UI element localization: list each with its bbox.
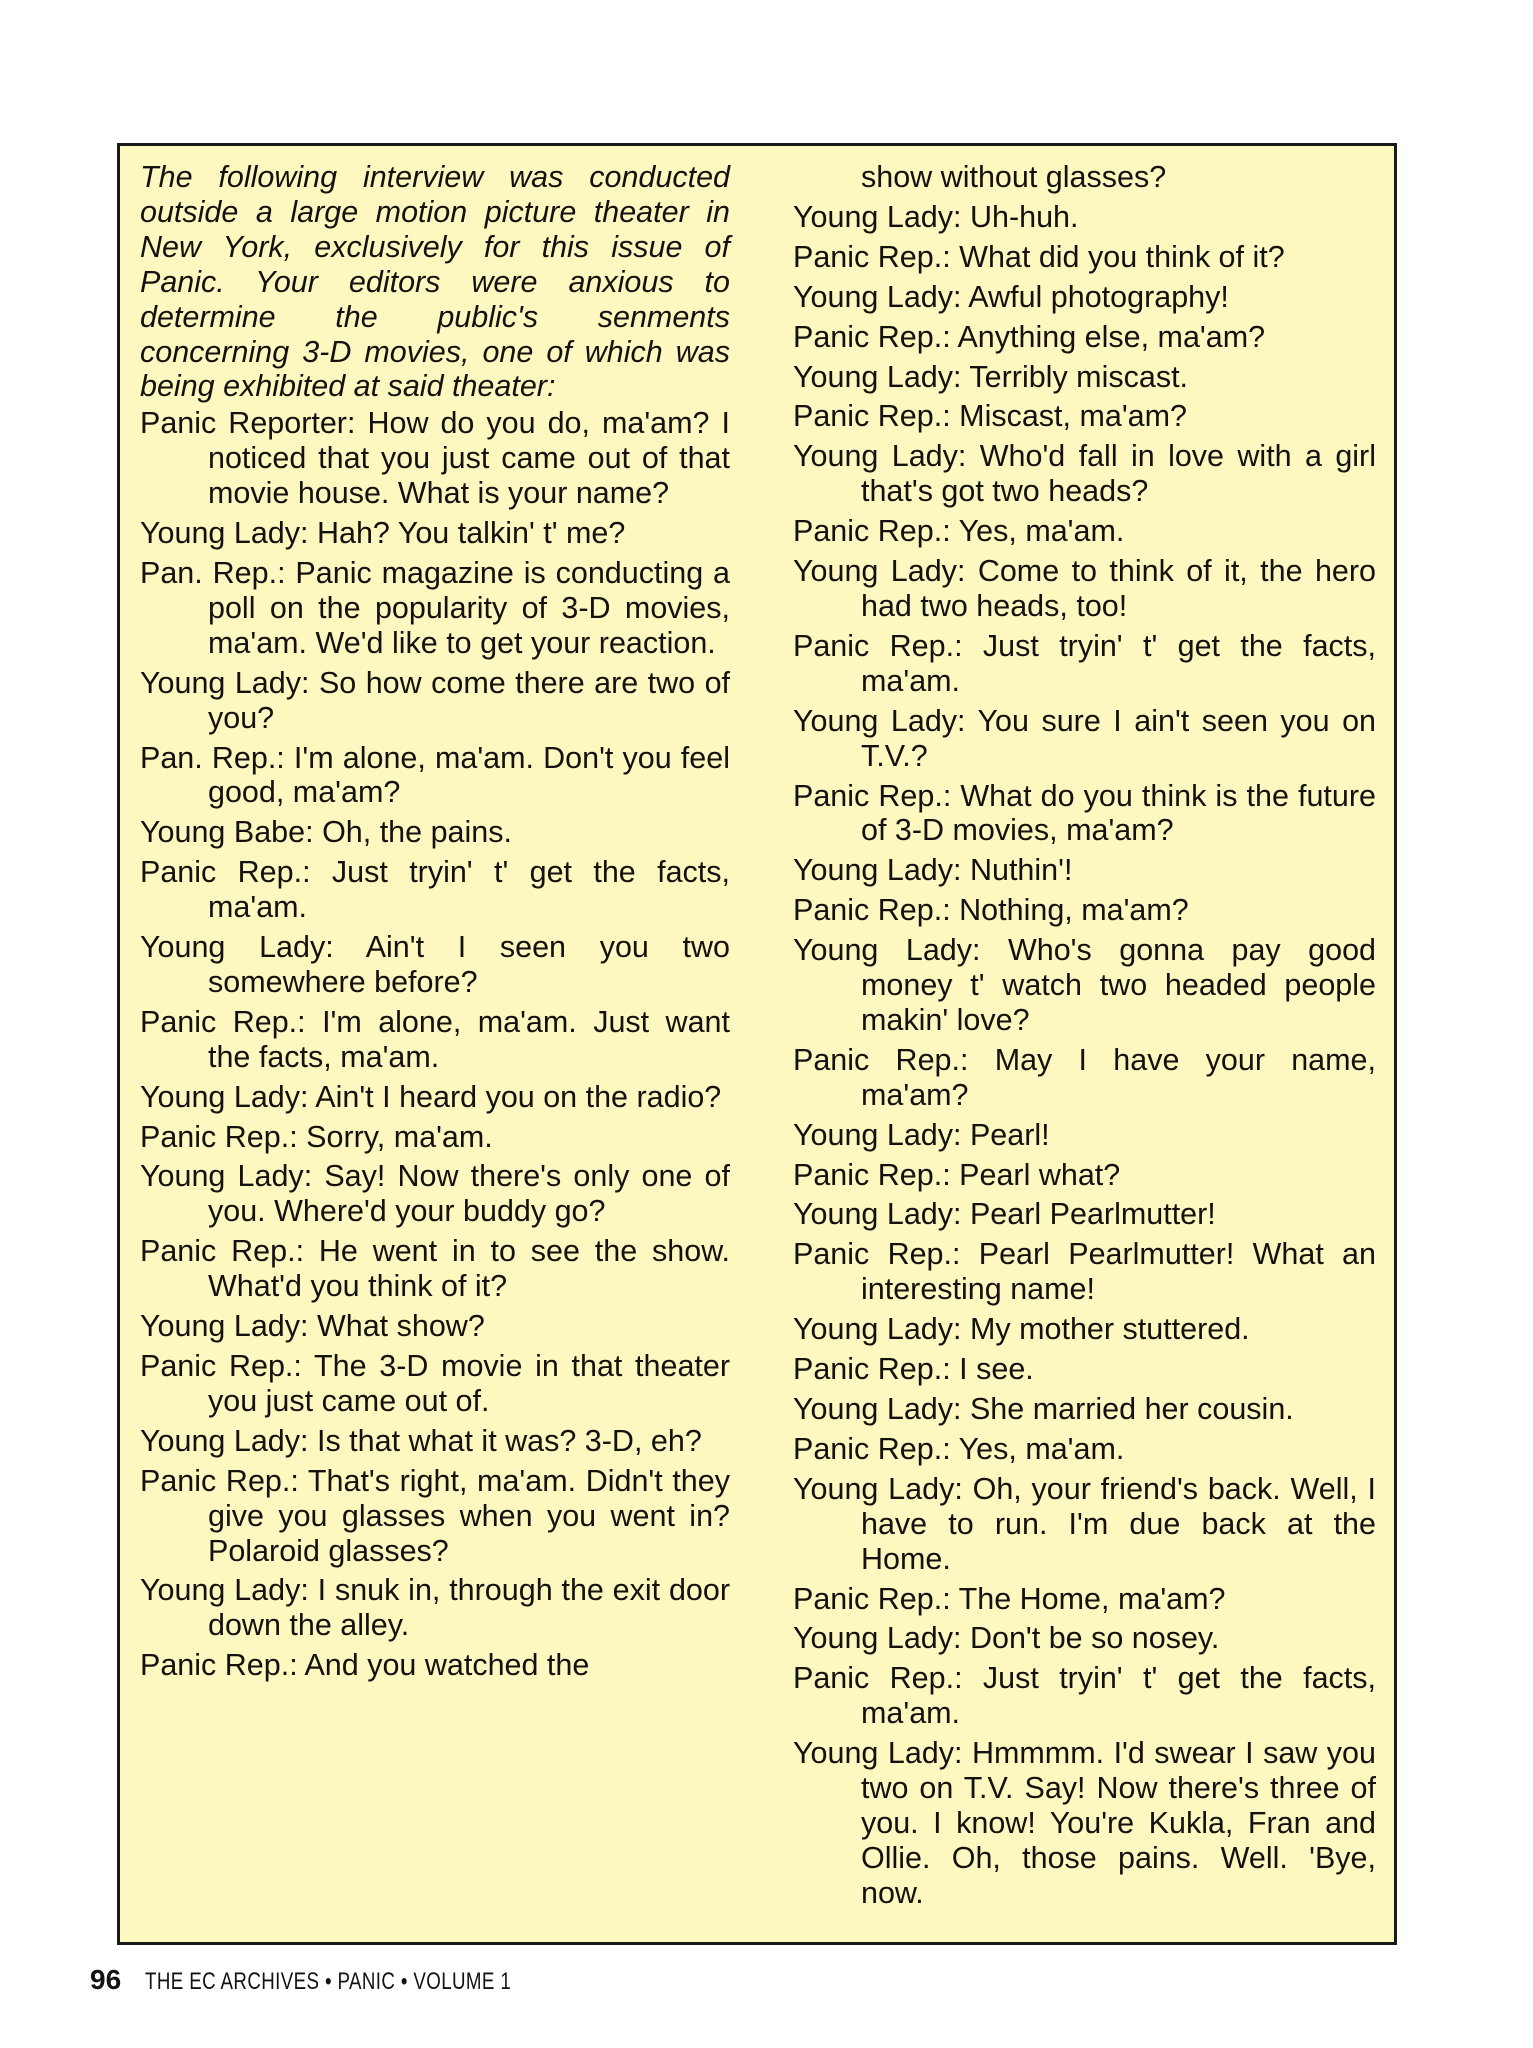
speaker: Panic Rep.: [140, 1648, 290, 1683]
dialogue-entry: Panic Rep.: Sorry, ma'am.: [140, 1119, 493, 1154]
speaker: Young Lady: [793, 1117, 954, 1152]
line: Pearl Pearlmutter!: [969, 1197, 1216, 1232]
line: Oh, your friend's back. Well, I have to run. I'm due back at the Home.: [861, 1471, 1376, 1576]
line: Come to think of it, the hero had two heads, too!: [861, 554, 1376, 623]
line: I'm alone, ma'am. Just want the facts, ma'am.: [208, 1004, 730, 1074]
line: The 3-D movie in that theater you just came out of.: [208, 1349, 731, 1418]
line: Sorry, ma'am.: [306, 1119, 493, 1154]
speaker: Panic Rep.: [793, 1581, 943, 1616]
speaker: Young Lady: [793, 439, 958, 474]
dialogue-entry: Young Lady: So how come there are two of you?: [140, 665, 731, 735]
dialogue-entry: Panic Rep.: Pearl Pearlmutter! What an interesting name!: [793, 1237, 1376, 1307]
line: May I have your name, ma'am?: [861, 1042, 1376, 1112]
line: Uh-huh.: [969, 199, 1079, 234]
line: Yes, ma'am.: [958, 1431, 1125, 1466]
dialogue-entry: Young Lady: Oh, your friend's back. Well, I have to run. I'm due back at the Home.: [793, 1471, 1376, 1576]
speaker: Young Lady: [793, 1312, 954, 1347]
line: What show?: [316, 1309, 485, 1344]
speaker: Panic Rep.: [140, 855, 303, 890]
speaker: Young Lady: [140, 1423, 301, 1458]
speaker: Panic Rep.: [793, 319, 943, 354]
continued-line: show without glasses?: [861, 160, 1167, 194]
line: I'm alone, ma'am. Don't you feel good, ma'am?: [208, 740, 730, 810]
dialogue-entry: Pan. Rep.: Panic magazine is conducting a poll on the popularity of 3-D movies, ma'am. We'd like to get your reaction.: [140, 555, 730, 660]
dialogue-entry: Young Lady: Awful photography!: [793, 279, 1229, 314]
dialogue-entry: Young Lady: My mother stuttered.: [793, 1312, 1250, 1347]
dialogue-entry: Panic Rep.: I see.: [793, 1352, 1034, 1387]
line: So how come there are two of you?: [208, 665, 731, 735]
dialogue-entry: Panic Rep.: What did you think of it?: [793, 239, 1285, 274]
line: Pearl what?: [959, 1157, 1121, 1192]
dialogue-entry: Panic Rep.: He went in to see the show. What'd you think of it?: [140, 1234, 731, 1304]
line: Pearl!: [969, 1117, 1050, 1152]
dialogue-entry: Panic Rep.: That's right, ma'am. Didn't they give you glasses when you went in? Polaroid glasses?: [140, 1463, 730, 1568]
dialogue-entry: Young Lady: Pearl!: [793, 1117, 1050, 1152]
line: Just tryin' t' get the facts, ma'am.: [861, 628, 1376, 698]
speaker: Young Lady: [793, 279, 954, 314]
dialogue-entry: Young Babe: Oh, the pains.: [140, 815, 512, 850]
speaker: Young Lady: [793, 1392, 954, 1426]
line: What did you think of it?: [959, 239, 1285, 274]
running-head: THE EC ARCHIVES • PANIC • VOLUME 1: [145, 1968, 512, 1995]
line: Pearl Pearlmutter! What an interesting name!: [861, 1237, 1376, 1307]
dialogue-entry: Panic Rep.: Just tryin' t' get the facts, ma'am.: [793, 1661, 1376, 1731]
speaker: Panic Rep.: [140, 1463, 291, 1498]
speaker: Pan. Rep.: [140, 740, 277, 775]
left-column: [140, 160, 730, 1688]
dialogue-entry: Young Lady: Say! Now there's only one of you. Where'd your buddy go?: [140, 1159, 730, 1229]
line: That's right, ma'am. Didn't they give you glasses when you went in? Polaroid glasses?: [208, 1463, 730, 1568]
dialogue-entry: Young Lady: Hah? You talkin' t' me?: [140, 516, 626, 551]
speaker: Panic Rep.: [140, 1119, 290, 1154]
speaker: Young Lady: [140, 1079, 301, 1114]
speaker: Panic Rep.: [140, 1004, 298, 1039]
left-dialogue: [140, 406, 730, 1683]
speaker: Panic Rep.: [793, 893, 943, 928]
line: I snuk in, through the exit door down the alley.: [208, 1573, 731, 1643]
dialogue-entry: Panic Rep.: Miscast, ma'am?: [793, 399, 1187, 434]
speaker: Young Lady: [793, 1471, 955, 1506]
line: Ain't I seen you two somewhere before?: [208, 930, 731, 999]
line: What do you think is the future of 3-D movies, ma'am?: [861, 778, 1376, 848]
speaker: Young Lady: [793, 703, 958, 738]
speaker: Young Lady: [140, 1309, 301, 1344]
dialogue-entry: Young Lady: Uh-huh.: [793, 199, 1079, 234]
line: Hah? You talkin' t' me?: [316, 516, 626, 551]
speaker: Panic Rep.: [140, 1349, 294, 1383]
right-dialogue: [793, 200, 1376, 1911]
line: Nuthin'!: [969, 853, 1073, 888]
speaker: Panic Rep.: [793, 1157, 943, 1192]
speaker: Panic Rep.: [793, 514, 943, 549]
speaker: Panic Rep.: [140, 1234, 296, 1269]
dialogue-entry: Panic Rep.: Just tryin' t' get the facts, ma'am.: [793, 628, 1376, 698]
dialogue-entry: Young Lady: Is that what it was? 3-D, eh?: [140, 1423, 702, 1458]
dialogue-entry: Panic Rep.: Just tryin' t' get the facts, ma'am.: [140, 855, 730, 925]
line: He went in to see the show. What'd you think of it?: [208, 1234, 731, 1304]
speaker: Young Lady: [793, 853, 954, 888]
dialogue-entry: Young Lady: Don't be so nosey.: [793, 1621, 1220, 1656]
line: Who's gonna pay good money t' watch two headed people makin' love?: [861, 933, 1377, 1037]
speaker: Panic Reporter: [140, 406, 347, 441]
speaker: Young Lady: [793, 359, 954, 394]
line: Yes, ma'am.: [958, 514, 1125, 549]
line: Oh, the pains.: [322, 815, 512, 850]
dialogue-entry: Panic Rep.: What do you think is the future of 3-D movies, ma'am?: [793, 778, 1376, 848]
intro-paragraph: The following interview was conducted outside a large motion picture theater in New York, exclusively for this issue of Panic. Your editors were anxious to determine the public's senments concerning 3-D movies, one of which was being exhibited at said theater:: [140, 160, 730, 404]
line: Just tryin' t' get the facts, ma'am.: [208, 855, 730, 925]
line: Terribly miscast.: [969, 359, 1189, 394]
line: And you watched the: [304, 1648, 590, 1683]
speaker: Young Babe: [140, 815, 306, 850]
speaker: Panic Rep.: [793, 778, 943, 813]
line: Don't be so nosey.: [969, 1621, 1220, 1656]
dialogue-entry: Young Lady: Pearl Pearlmutter!: [793, 1197, 1216, 1232]
line: I see.: [959, 1352, 1034, 1387]
line: My mother stuttered.: [969, 1312, 1250, 1347]
line: Anything else, ma'am?: [957, 319, 1266, 354]
line: Hmmmm. I'd swear I saw you two on T.V. Say! Now there's three of you. I know! You're Kukla, Fran and Ollie. Oh, those pains. Well. 'Bye, now.: [861, 1736, 1376, 1910]
dialogue-entry: Young Lady: Nuthin'!: [793, 853, 1073, 888]
speaker: Young Lady: [793, 199, 954, 234]
dialogue-entry: Young Lady: She married her cousin.: [793, 1392, 1294, 1426]
dialogue-entry: Panic Rep.: May I have your name, ma'am?: [793, 1042, 1376, 1112]
dialogue-entry: Young Lady: Ain't I heard you on the radio?: [140, 1079, 722, 1114]
right-column: [793, 160, 1376, 1916]
speaker: Young Lady: [140, 1159, 304, 1194]
dialogue-entry: Panic Rep.: Yes, ma'am.: [793, 514, 1125, 549]
speaker: Young Lady: [140, 665, 301, 700]
speaker: Young Lady: [793, 554, 957, 589]
line: You sure I ain't seen you on T.V.?: [861, 703, 1377, 773]
speaker: Panic Rep.: [793, 1237, 952, 1272]
dialogue-entry: Panic Rep.: And you watched the: [140, 1648, 590, 1683]
dialogue-entry: Panic Rep.: Nothing, ma'am?: [793, 893, 1189, 928]
dialogue-entry: Young Lady: Ain't I seen you two somewhere before?: [140, 930, 731, 999]
speaker: Young Lady: [793, 1197, 954, 1232]
dialogue-entry: Young Lady: Who's gonna pay good money t' watch two headed people makin' love?: [793, 933, 1377, 1037]
speaker: Young Lady: [140, 516, 301, 551]
speaker: Young Lady: [793, 1736, 955, 1771]
line: How do you do, ma'am? I noticed that you just came out of that movie house. What is your name?: [208, 406, 730, 511]
line: Who'd fall in love with a girl that's got two heads?: [861, 439, 1376, 509]
speaker: Pan. Rep.: [140, 555, 278, 590]
dialogue-entry: Panic Rep.: The Home, ma'am?: [793, 1581, 1226, 1616]
dialogue-entry: Panic Rep.: The 3-D movie in that theater you just came out of.: [140, 1349, 731, 1418]
speaker: Panic Rep.: [793, 1042, 960, 1077]
line: Say! Now there's only one of you. Where'd your buddy go?: [208, 1159, 730, 1229]
line: Just tryin' t' get the facts, ma'am.: [861, 1661, 1376, 1731]
page-number: 96: [90, 1964, 122, 1995]
speaker: Panic Rep.: [793, 399, 943, 434]
dialogue-entry: Young Lady: I snuk in, through the exit door down the alley.: [140, 1573, 731, 1643]
article-panel: [117, 143, 1397, 1945]
dialogue-entry: Panic Rep.: Yes, ma'am.: [793, 1431, 1125, 1466]
dialogue-entry: Young Lady: Terribly miscast.: [793, 359, 1189, 394]
dialogue-entry: Young Lady: Who'd fall in love with a girl that's got two heads?: [793, 439, 1376, 509]
dialogue-entry: Panic Reporter: How do you do, ma'am? I noticed that you just came out of that movie house. What is your name?: [140, 406, 730, 511]
line: Awful photography!: [968, 279, 1229, 314]
speaker: Panic Rep.: [793, 1352, 943, 1387]
dialogue-entry: Young Lady: Hmmmm. I'd swear I saw you two on T.V. Say! Now there's three of you. I know! You're Kukla, Fran and Ollie. Oh, those pains. Well. 'Bye, now.: [793, 1736, 1376, 1910]
speaker: Young Lady: [793, 1621, 954, 1656]
dialogue-entry: Panic Rep.: Pearl what?: [793, 1157, 1121, 1192]
speaker: Young Lady: [140, 930, 326, 965]
speaker: Young Lady: [793, 933, 973, 968]
line: Nothing, ma'am?: [959, 893, 1189, 928]
speaker: Panic Rep.: [793, 1661, 955, 1696]
line: Is that what it was? 3-D, eh?: [316, 1423, 702, 1458]
page-footer: [90, 1964, 615, 1996]
line: Panic magazine is conducting a poll on the popularity of 3-D movies, ma'am. We'd like to get your reaction.: [208, 555, 730, 660]
line: The Home, ma'am?: [958, 1581, 1226, 1616]
speaker: Young Lady: [140, 1573, 301, 1608]
dialogue-entry: Panic Rep.: I'm alone, ma'am. Just want the facts, ma'am.: [140, 1004, 730, 1074]
dialogue-entry: Young Lady: You sure I ain't seen you on T.V.?: [793, 703, 1377, 773]
line: Miscast, ma'am?: [959, 399, 1187, 434]
line: She married her cousin.: [969, 1392, 1294, 1426]
dialogue-entry: Young Lady: What show?: [140, 1309, 485, 1344]
speaker: Panic Rep.: [793, 239, 943, 274]
line: Ain't I heard you on the radio?: [315, 1079, 722, 1114]
speaker: Panic Rep.: [793, 1431, 943, 1466]
dialogue-entry: Panic Rep.: Anything else, ma'am?: [793, 319, 1266, 354]
dialogue-entry: Young Lady: Come to think of it, the hero had two heads, too!: [793, 554, 1376, 623]
speaker: Panic Rep.: [793, 628, 955, 663]
dialogue-entry: Pan. Rep.: I'm alone, ma'am. Don't you feel good, ma'am?: [140, 740, 730, 810]
